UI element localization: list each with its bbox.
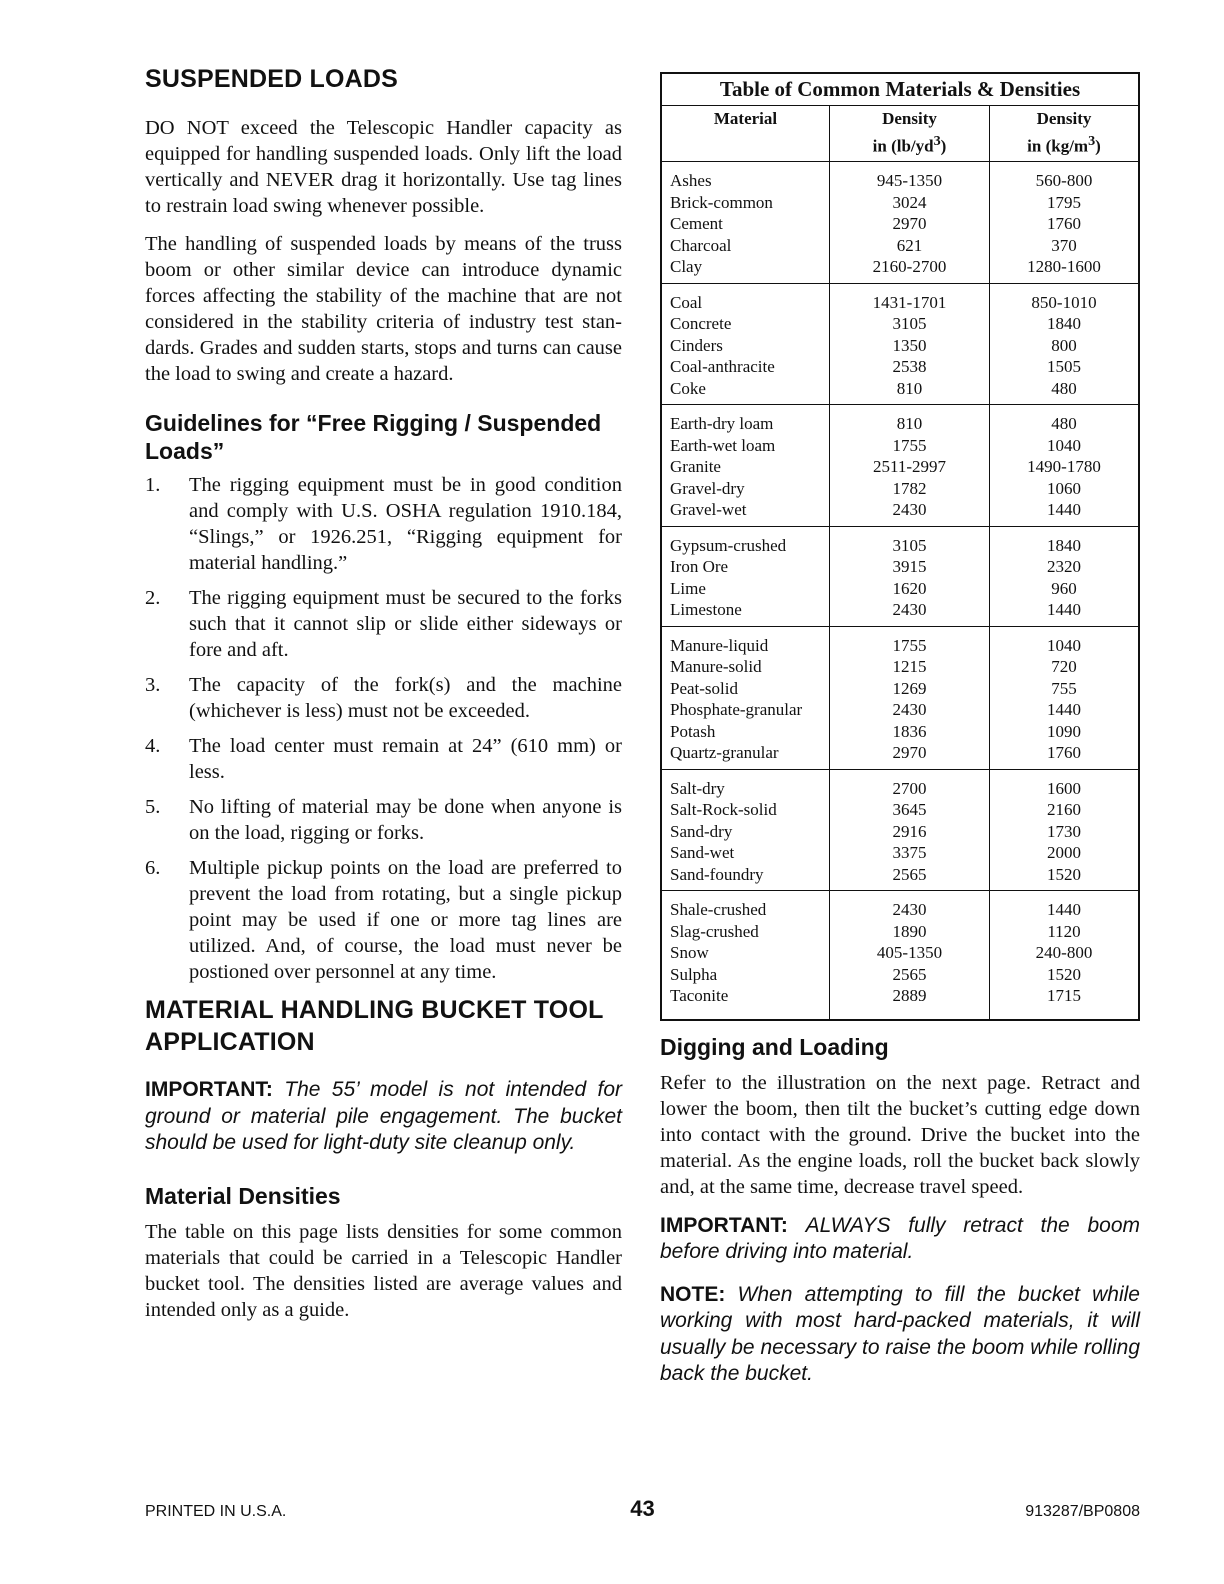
density-kg-cell: 1440	[990, 499, 1140, 526]
material-cell: Ashes	[661, 162, 830, 192]
density-kg-unit-close: )	[1095, 136, 1101, 156]
material-cell: Sand-dry	[661, 821, 830, 843]
density-kg-cell: 720	[1051, 657, 1077, 677]
note-text: When attempting to fill the bucket while working with most hard-packed materials, it will usually be necessary to raise the boom while rolling back the bucket.	[660, 1282, 1140, 1386]
column-header-density-kg	[990, 105, 1140, 162]
density-kg-cell: 1440	[1047, 900, 1081, 920]
density-kg-cell: 370	[1051, 235, 1077, 255]
density-lb-cell: 2430	[830, 599, 990, 626]
important-label: IMPORTANT:	[660, 1213, 788, 1237]
density-lb-cell: 1836	[830, 721, 990, 743]
density-lb-cell: 2970	[830, 742, 990, 769]
density-lb-cell: 3375	[830, 842, 990, 864]
material-cell: Peat-solid	[661, 678, 830, 700]
guideline-text: Multiple pickup points on the load are preferred to prevent the load from rotating, but a single pickup point may be used if one or more tag lines are utilized. And, of course, the load must never be postioned over personnel at any time.	[189, 857, 622, 983]
material-cell: Lime	[661, 578, 830, 600]
table-row	[661, 235, 1139, 257]
material-cell: Charcoal	[661, 235, 830, 257]
density-lb-cell: 1215	[830, 656, 990, 678]
density-kg-cell: 2160	[1047, 800, 1081, 820]
table-caption: Table of Common Materials & Densities	[661, 73, 1139, 105]
density-lb-cell: 2430	[830, 891, 990, 921]
important-text: ALWAYS fully retract the boom before driving into material.	[660, 1213, 1140, 1264]
density-lb-cell: 3105	[830, 313, 990, 335]
guideline-item	[145, 733, 622, 785]
density-kg-cell: 1120	[1047, 921, 1081, 941]
note-label: NOTE:	[660, 1282, 726, 1306]
suspended-loads-paragraph-1: DO NOT exceed the Telescopic Handler capacity as equipped for handling suspended loads. Only lift the load vertically and NEVER drag it horizontally. Use tag lines to restrain load swing whenever possible.	[145, 117, 622, 217]
density-lb-cell: 2565	[830, 964, 990, 986]
table-row	[661, 478, 1139, 500]
density-lb-cell: 2889	[830, 985, 990, 1020]
table-row	[661, 283, 1139, 313]
material-cell: Gravel-wet	[661, 499, 830, 526]
density-lb-cell: 405-1350	[830, 942, 990, 964]
material-cell: Earth-wet loam	[661, 435, 830, 457]
density-kg-cell: 1760	[1047, 214, 1081, 234]
table-row	[661, 799, 1139, 821]
table-row	[661, 256, 1139, 283]
densities-table	[660, 72, 1140, 1021]
table-row	[661, 213, 1139, 235]
density-kg-cell: 1490-1780	[1027, 457, 1101, 477]
material-cell: Gravel-dry	[661, 478, 830, 500]
table-row	[661, 864, 1139, 891]
density-lb-label: Density	[882, 108, 937, 128]
page-footer	[145, 1496, 1140, 1524]
guideline-item	[145, 855, 622, 985]
table-row	[661, 313, 1139, 335]
table-row	[661, 335, 1139, 357]
material-cell: Brick-common	[661, 192, 830, 214]
density-kg-cell: 1440	[990, 599, 1140, 626]
table-row	[661, 456, 1139, 478]
table-row	[661, 742, 1139, 769]
density-kg-cell: 1715	[1047, 986, 1081, 1006]
density-kg-unit: in (kg/m	[1027, 136, 1089, 156]
density-lb-cell: 3915	[830, 556, 990, 578]
density-kg-cell: 480	[990, 378, 1140, 405]
table-row	[661, 356, 1139, 378]
guideline-item	[145, 672, 622, 724]
density-lb-unit-close: )	[940, 136, 947, 156]
guideline-text: The rigging equipment must be secured to the forks such that it cannot slip or slide either sideways or fore and aft.	[189, 587, 622, 661]
table-row	[661, 699, 1139, 721]
density-lb-cell: 1269	[830, 678, 990, 700]
densities-table-body	[661, 162, 1139, 1020]
document-number: 913287/BP0808	[1025, 1503, 1140, 1520]
density-lb-unit-exponent: 3	[933, 132, 941, 149]
density-kg-cell: 1505	[1047, 357, 1081, 377]
density-lb-cell: 2430	[830, 499, 990, 526]
density-lb-cell: 2970	[830, 213, 990, 235]
density-kg-cell: 1040	[1047, 635, 1081, 655]
guideline-number: 6.	[145, 857, 161, 879]
table-row	[661, 891, 1139, 921]
guideline-number: 1.	[145, 474, 161, 496]
material-cell: Snow	[661, 942, 830, 964]
density-kg-cell: 1730	[1047, 821, 1081, 841]
column-header-material-label: Material	[713, 108, 778, 128]
suspended-loads-heading: SUSPENDED LOADS	[145, 65, 399, 93]
table-row	[661, 162, 1139, 192]
material-cell: Coal	[661, 283, 830, 313]
density-kg-cell: 1520	[1047, 964, 1081, 984]
density-kg-cell: 1795	[1047, 192, 1081, 212]
density-lb-cell: 2916	[830, 821, 990, 843]
density-lb-cell: 2160-2700	[830, 256, 990, 283]
density-lb-cell: 1755	[830, 626, 990, 656]
table-row	[661, 964, 1139, 986]
material-densities-heading: Material Densities	[145, 1182, 341, 1209]
density-kg-cell: 1440	[1047, 700, 1081, 720]
density-kg-cell: 560-800	[1035, 171, 1093, 191]
density-lb-cell: 621	[830, 235, 990, 257]
table-row	[661, 626, 1139, 656]
density-kg-cell: 960	[1051, 578, 1077, 598]
right-column	[660, 72, 1140, 1388]
density-kg-label: Density	[1036, 108, 1092, 128]
suspended-loads-paragraph-2: The handling of suspended loads by means of the truss boom or other similar device can introduce dynamic forces affecting the stability of the machine that are not considered in the stability criteria of industry test standards. Grades and sudden starts, stops and turns can cause the load to swing and create a hazard.	[145, 233, 622, 385]
material-cell: Potash	[661, 721, 830, 743]
column-header-density-lb	[830, 105, 990, 162]
density-lb-cell: 945-1350	[830, 162, 990, 192]
important-text: The 55’ model is not intended for ground or material pile engagement. The bucket should be used for light-duty site cleanup only.	[145, 1078, 622, 1154]
density-lb-unit: in (lb/yd	[872, 136, 934, 156]
guideline-number: 5.	[145, 796, 161, 818]
table-row	[661, 599, 1139, 626]
density-lb-cell: 1890	[830, 921, 990, 943]
guideline-number: 4.	[145, 735, 161, 757]
density-lb-cell: 810	[830, 405, 990, 435]
material-cell: Earth-dry loam	[661, 405, 830, 435]
guideline-text: No lifting of material may be done when anyone is on the load, rigging or forks.	[189, 796, 622, 844]
table-row	[661, 721, 1139, 743]
table-row	[661, 192, 1139, 214]
material-cell: Coal-anthracite	[661, 356, 830, 378]
table-row	[661, 499, 1139, 526]
table-row	[661, 578, 1139, 600]
density-kg-cell: 1280-1600	[990, 256, 1140, 283]
density-kg-cell: 755	[1051, 678, 1077, 698]
digging-loading-heading: Digging and Loading	[660, 1033, 889, 1060]
material-cell: Iron Ore	[661, 556, 830, 578]
material-cell: Shale-crushed	[661, 891, 830, 921]
material-cell: Limestone	[661, 599, 830, 626]
table-row	[661, 678, 1139, 700]
guideline-text: The capacity of the fork(s) and the machine (whichever is less) must not be exceeded.	[189, 674, 622, 722]
density-lb-cell: 2538	[830, 356, 990, 378]
density-lb-cell: 1755	[830, 435, 990, 457]
density-kg-cell: 1840	[1047, 314, 1081, 334]
guideline-number: 3.	[145, 674, 161, 696]
table-row	[661, 556, 1139, 578]
page-number: 43	[630, 1496, 655, 1521]
material-cell: Sulpha	[661, 964, 830, 986]
material-cell: Sand-wet	[661, 842, 830, 864]
density-lb-cell: 2511-2997	[830, 456, 990, 478]
density-lb-cell: 810	[830, 378, 990, 405]
material-cell: Taconite	[661, 985, 830, 1020]
column-header-material	[661, 105, 830, 162]
guidelines-heading: Guidelines for “Free Rigging / Suspended Loads”	[145, 410, 602, 464]
density-kg-cell: 2320	[1047, 557, 1081, 577]
density-kg-cell: 2000	[1047, 843, 1081, 863]
density-lb-cell: 3105	[830, 526, 990, 556]
material-cell: Phosphate-granular	[661, 699, 830, 721]
bucket-tool-heading: MATERIAL HANDLING BUCKET TOOL APPLICATION	[145, 996, 604, 1056]
table-row	[661, 656, 1139, 678]
density-lb-cell: 1350	[830, 335, 990, 357]
material-cell: Salt-dry	[661, 769, 830, 799]
table-row	[661, 985, 1139, 1020]
table-row	[661, 942, 1139, 964]
density-kg-cell: 1090	[1047, 721, 1081, 741]
density-kg-cell: 1760	[990, 742, 1140, 769]
table-row	[661, 769, 1139, 799]
table-row	[661, 821, 1139, 843]
table-row	[661, 526, 1139, 556]
important-label: IMPORTANT:	[145, 1078, 273, 1101]
guideline-item	[145, 794, 622, 846]
table-row	[661, 842, 1139, 864]
table-row	[661, 405, 1139, 435]
important-note-55-model	[145, 1077, 622, 1157]
density-lb-cell: 1431-1701	[830, 283, 990, 313]
material-cell: Cinders	[661, 335, 830, 357]
material-cell: Sand-foundry	[661, 864, 830, 891]
density-lb-cell: 2430	[830, 699, 990, 721]
density-kg-unit-exponent: 3	[1088, 132, 1096, 149]
density-lb-cell: 3024	[830, 192, 990, 214]
material-cell: Quartz-granular	[661, 742, 830, 769]
material-cell: Manure-solid	[661, 656, 830, 678]
material-cell: Concrete	[661, 313, 830, 335]
note-hard-packed	[660, 1282, 1140, 1388]
material-cell: Gypsum-crushed	[661, 526, 830, 556]
density-lb-cell: 2565	[830, 864, 990, 891]
density-lb-cell: 1782	[830, 478, 990, 500]
table-row	[661, 378, 1139, 405]
guideline-text: The load center must remain at 24” (610 mm) or less.	[189, 735, 622, 783]
density-kg-cell: 240-800	[1035, 943, 1093, 963]
guidelines-list	[145, 472, 622, 985]
density-kg-cell: 800	[1051, 335, 1077, 355]
density-kg-cell: 1520	[990, 864, 1140, 891]
density-kg-cell: 1060	[1047, 478, 1081, 498]
guideline-number: 2.	[145, 587, 161, 609]
density-kg-cell: 850-1010	[1031, 292, 1097, 312]
material-cell: Clay	[661, 256, 830, 283]
guideline-item	[145, 472, 622, 576]
left-column	[145, 64, 622, 1323]
material-cell: Granite	[661, 456, 830, 478]
density-lb-cell: 1620	[830, 578, 990, 600]
density-kg-cell: 1040	[1047, 435, 1081, 455]
density-kg-cell: 1840	[1047, 535, 1081, 555]
material-cell: Slag-crushed	[661, 921, 830, 943]
density-kg-cell: 480	[1051, 414, 1077, 434]
footer-printed-in: PRINTED IN U.S.A.	[145, 1503, 287, 1520]
material-cell: Coke	[661, 378, 830, 405]
density-lb-cell: 3645	[830, 799, 990, 821]
table-row	[661, 435, 1139, 457]
guideline-item	[145, 585, 622, 663]
important-note-retract-boom	[660, 1213, 1140, 1266]
guideline-text: The rigging equipment must be in good condition and comply with U.S. OSHA regulation 1910.184, “Slings,” or 1926.251, “Rigging equipment for material handling.”	[189, 474, 622, 574]
material-cell: Salt-Rock-solid	[661, 799, 830, 821]
digging-loading-paragraph: Refer to the illustration on the next page. Retract and lower the boom, then tilt the bucket’s cutting edge down into contact with the ground. Drive the bucket into the material. As the engine loads, roll the bucket back slowly and, at the same time, decrease travel speed.	[660, 1071, 1140, 1198]
material-cell: Manure-liquid	[661, 626, 830, 656]
material-cell: Cement	[661, 213, 830, 235]
density-lb-cell: 2700	[830, 769, 990, 799]
material-densities-paragraph: The table on this page lists densities for some common materials that could be carried in a Telescopic Handler bucket tool. The densities listed are average values and intended only as a guide.	[145, 1220, 622, 1321]
density-kg-cell: 1600	[1047, 778, 1081, 798]
table-row	[661, 921, 1139, 943]
